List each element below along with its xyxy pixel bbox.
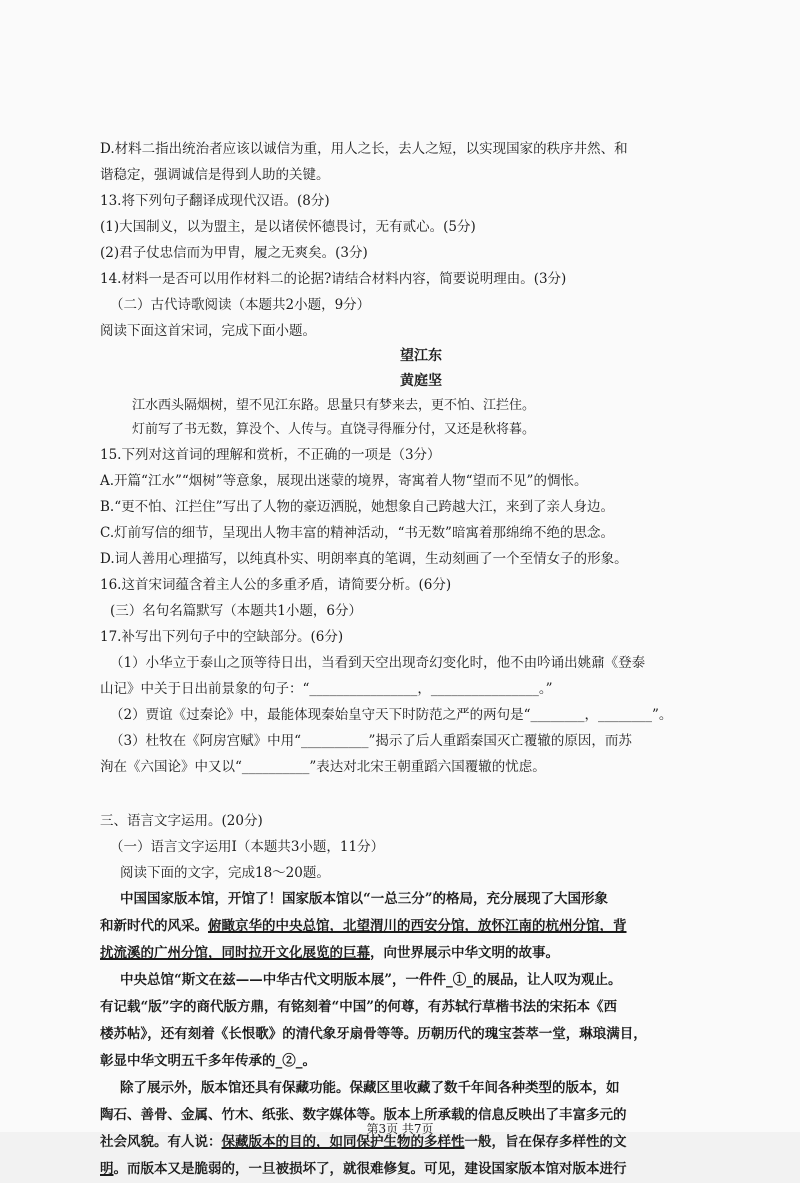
question-17-2: （2）贾谊《过秦论》中，最能体现秦始皇守天下时防范之严的两句是“________，________”。 — [110, 707, 673, 723]
underlined-sentence: 俯瞰京华的中央总馆，北望渭川的西安分馆，放怀江南的杭州分馆，背 — [208, 918, 627, 934]
poem-instruction: 阅读下面这首宋词，完成下面小题。 — [100, 323, 316, 339]
option-d-line2: 谐稳定，强调诚信是得到人助的关键。 — [100, 167, 330, 183]
question-15-option-a: A.开篇“江水”“烟树”等意象，展现出迷蒙的境界，寄寓着人物“望而不见”的惆怅。 — [100, 473, 588, 489]
question-13: 13.将下列句子翻译成现代汉语。(8分) — [100, 193, 330, 209]
paragraph-2-line3: 楼苏帖》，还有刻着《长恨歌》的清代象牙扇骨等等。历朝历代的瑰宝荟萃一堂，琳琅满目， — [100, 1026, 647, 1042]
poem-line-2: 灯前写了书无数，算没个、人传与。直饶寻得雁分付，又还是秋将暮。 — [132, 422, 536, 437]
question-15-option-b: B.“更不怕、江拦住”写出了人物的豪迈洒脱，她想象自己跨越大江，来到了亲人身边。 — [100, 499, 615, 515]
paragraph-1-line2: 和新时代的风采。俯瞰京华的中央总馆，北望渭川的西安分馆，放怀江南的杭州分馆，背 — [100, 918, 627, 934]
poem-line-1: 江水西头隔烟树，望不见江东路。思量只有梦来去，更不怕、江拦住。 — [132, 398, 536, 413]
question-16: 16.这首宋词蕴含着主人公的多重矛盾，请简要分析。(6分) — [100, 577, 452, 593]
underlined-quote: 保藏版本的目的，如同保护生物的多样性 — [221, 1134, 465, 1150]
paragraph-2-line4: 彰显中华文明五千多年传承的_②_。 — [100, 1053, 316, 1069]
section-language-use: 三、语言文字运用。(20分) — [100, 813, 263, 829]
underlined-sentence-cont: 扰流溪的广州分馆，同时拉开文化展览的巨幕 — [100, 945, 370, 961]
question-17: 17.补写出下列句子中的空缺部分。(6分) — [100, 629, 344, 645]
page-footer: 第3页 共7页 — [366, 1122, 434, 1136]
poem-title: 望江东 — [400, 348, 442, 364]
poem-author: 黄庭坚 — [400, 373, 442, 389]
underlined-quote-end: 明 — [100, 1161, 114, 1177]
question-17-3-line2: 洵在《六国论》中又以“__________”表达对北宋王朝重蹈六国覆辙的忧虑。 — [100, 759, 546, 775]
paragraph-3-line1: 除了展示外，版本馆还具有保藏功能。保藏区里收藏了数千年间各种类型的版本，如 — [120, 1080, 620, 1096]
paragraph-3-line4: 明。而版本又是脆弱的，一旦被损坏了，就很难修复。可见，建设国家版本馆对版本进行 — [100, 1161, 627, 1177]
question-15-option-c: C.灯前写信的细节，呈现出人物丰富的精神活动，“书无数”暗寓着那绵绵不绝的思念。 — [100, 525, 614, 541]
reading-instruction: 阅读下面的文字，完成18～20题。 — [120, 865, 330, 881]
question-15-option-d: D.词人善用心理描写，以纯真朴实、明朗率真的笔调，生动刻画了一个至情女子的形象。 — [100, 551, 628, 567]
question-13-2: (2)君子仗忠信而为甲胄，履之无爽矣。(3分) — [100, 245, 368, 261]
question-13-1: (1)大国制义，以为盟主，是以诸侯怀德畏讨，无有贰心。(5分) — [100, 219, 476, 235]
option-d-line1: D.材料二指出统治者应该以诚信为重，用人之长，去人之短，以实现国家的秩序井然、和 — [100, 141, 628, 157]
question-15: 15.下列对这首词的理解和赏析，不正确的一项是（3分） — [100, 447, 441, 463]
section-dictation: (三）名句名篇默写（本题共1小题，6分） — [110, 603, 362, 619]
paragraph-3-line2: 陶石、善骨、金属、竹木、纸张、数字媒体等。版本上所承载的信息反映出了丰富多元的 — [100, 1107, 627, 1123]
paragraph-1-line1: 中国国家版本馆，开馆了！国家版本馆以“一总三分”的格局，充分展现了大国形象 — [120, 891, 609, 907]
question-17-1-line2: 山记》中关于日出前景象的句子：“________________，________________。” — [100, 681, 553, 697]
section-ancient-poetry: （二）古代诗歌阅读（本题共2小题，9分） — [110, 297, 371, 313]
question-17-1-line1: （1）小华立于泰山之顶等待日出，当看到天空出现奇幻变化时，他不由吟诵出姚鼐《登泰 — [110, 655, 646, 671]
question-14: 14.材料一是否可以用作材料二的论据?请结合材料内容，简要说明理由。(3分) — [100, 271, 567, 287]
paragraph-3-line3: 社会风貌。有人说：保藏版本的目的，如同保护生物的多样性一般，旨在保存多样性的文 — [100, 1134, 627, 1150]
question-17-3-line1: （3）杜牧在《阿房宫赋》中用“__________”揭示了后人重蹈秦国灭亡覆辙的原因，而苏 — [110, 733, 632, 749]
section-language-use-1: （一）语言文字运用Ⅰ（本题共3小题，11分） — [110, 839, 385, 855]
paragraph-2-line1: 中央总馆“斯文在兹——中华古代文明版本展”，一件件_①_的展品，让人叹为观止。 — [120, 972, 622, 988]
paragraph-2-line2: 有记载“版”字的商代版方鼎，有铭刻着“中国”的何尊，有苏轼行草楷书法的宋拓本《西 — [100, 999, 618, 1015]
paragraph-1-line3: 扰流溪的广州分馆，同时拉开文化展览的巨幕，向世界展示中华文明的故事。 — [100, 945, 559, 961]
